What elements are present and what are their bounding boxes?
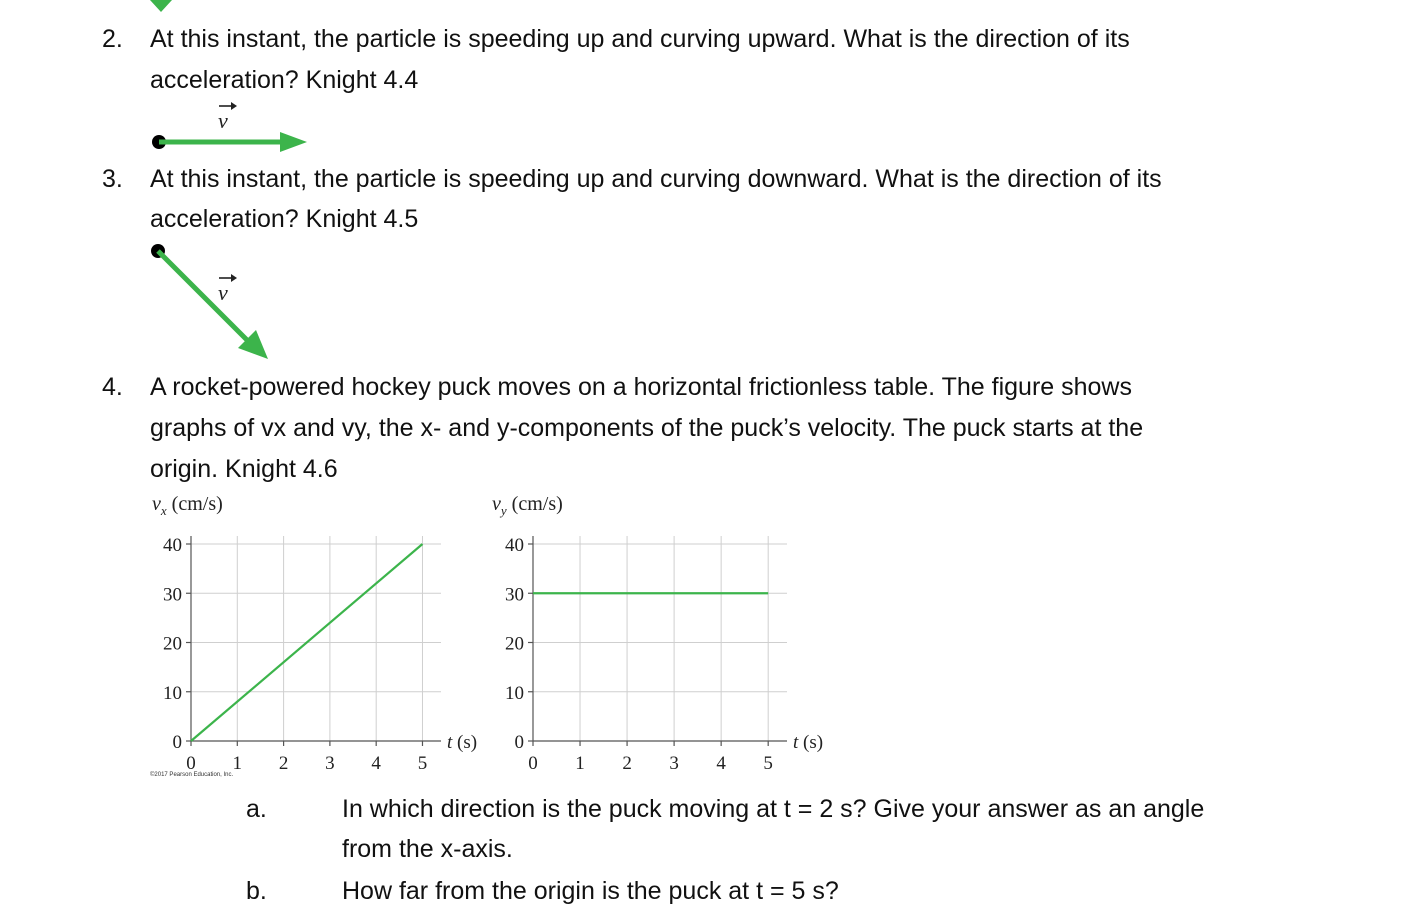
vx-xtick-label-4: 4 bbox=[371, 753, 381, 774]
question-2-text-line-1: At this instant, the particle is speeding up and curving upward. What is the direction of its bbox=[150, 25, 1130, 53]
vy-xtick-label-1: 1 bbox=[575, 753, 585, 774]
question-2-text-line-2: acceleration? Knight 4.4 bbox=[150, 66, 419, 94]
vy-ytick-label-10: 10 bbox=[505, 682, 524, 704]
subpart-b-text-line-1: How far from the origin is the puck at t = 5 s? bbox=[342, 877, 839, 905]
question-2-number: 2. bbox=[102, 25, 123, 53]
vy-ytick-label-0: 0 bbox=[514, 732, 524, 753]
question-2-vector-overarrow-tip bbox=[231, 102, 237, 110]
question-2-vector-label: v bbox=[218, 108, 228, 133]
question-3-velocity-diagram bbox=[140, 238, 290, 366]
vx-ytick-label-30: 30 bbox=[163, 584, 182, 606]
vy-ytick-label-30: 30 bbox=[505, 584, 524, 606]
vy-xtick-label-0: 0 bbox=[528, 753, 538, 774]
vy-xlabel: t (s) bbox=[793, 732, 824, 753]
vy-xtick-label-3: 3 bbox=[669, 753, 679, 774]
vx-xtick-label-3: 3 bbox=[325, 753, 335, 774]
vx-xtick-label-2: 2 bbox=[278, 753, 289, 774]
question-3-number: 3. bbox=[102, 165, 123, 193]
vy-xtick-label-2: 2 bbox=[622, 753, 632, 774]
question-4-text-line-1: A rocket-powered hockey puck moves on a horizontal frictionless table. The figure shows bbox=[150, 373, 1132, 401]
question-2-velocity-arrow-head bbox=[280, 132, 307, 152]
question-4-number: 4. bbox=[102, 373, 123, 401]
subpart-b-label: b. bbox=[246, 877, 267, 905]
vy-ylabel: $v_y$ (cm/s) bbox=[492, 493, 563, 518]
question-2-velocity-diagram bbox=[140, 95, 320, 160]
question-4-text-line-2: graphs of vx and vy, the x- and y-components of the puck’s velocity. The puck starts at the bbox=[150, 414, 1144, 442]
copyright-notice: ©2017 Pearson Education, Inc. bbox=[150, 772, 234, 778]
vy-xtick-label-4: 4 bbox=[716, 753, 726, 774]
previous-arrow-tip bbox=[146, 0, 176, 20]
question-3-vector-overarrow-tip bbox=[231, 274, 237, 282]
vx-xtick-label-1: 1 bbox=[232, 753, 243, 774]
question-3-text-line-1: At this instant, the particle is speeding up and curving downward. What is the direction of its bbox=[150, 165, 1162, 193]
question-3-vector-label: v bbox=[218, 280, 228, 305]
vy-xtick-label-5: 5 bbox=[763, 753, 773, 774]
vy-ytick-label-20: 20 bbox=[505, 633, 524, 655]
vx-ytick-label-40: 40 bbox=[163, 535, 182, 556]
vy-chart bbox=[482, 485, 842, 785]
vy-ytick-label-40: 40 bbox=[505, 535, 524, 556]
subpart-a-text-line-2: from the x-axis. bbox=[342, 835, 513, 863]
vx-xlabel: t (s) bbox=[447, 732, 478, 753]
vx-ylabel: $v_x$ (cm/s) bbox=[152, 493, 223, 518]
question-3-velocity-arrow-shaft bbox=[158, 251, 250, 343]
vx-xtick-label-0: 0 bbox=[186, 753, 196, 774]
question-4-text-line-3: origin. Knight 4.6 bbox=[150, 455, 338, 483]
vx-ytick-label-0: 0 bbox=[172, 732, 182, 753]
subpart-a-text-line-1: In which direction is the puck moving at t = 2 s? Give your answer as an angle bbox=[342, 795, 1205, 823]
vx-xtick-label-5: 5 bbox=[417, 753, 428, 774]
subpart-a-label: a. bbox=[246, 795, 267, 823]
vx-chart bbox=[140, 485, 495, 785]
vx-ytick-label-10: 10 bbox=[163, 682, 182, 704]
vx-ytick-label-20: 20 bbox=[163, 633, 182, 655]
question-3-text-line-2: acceleration? Knight 4.5 bbox=[150, 205, 419, 233]
